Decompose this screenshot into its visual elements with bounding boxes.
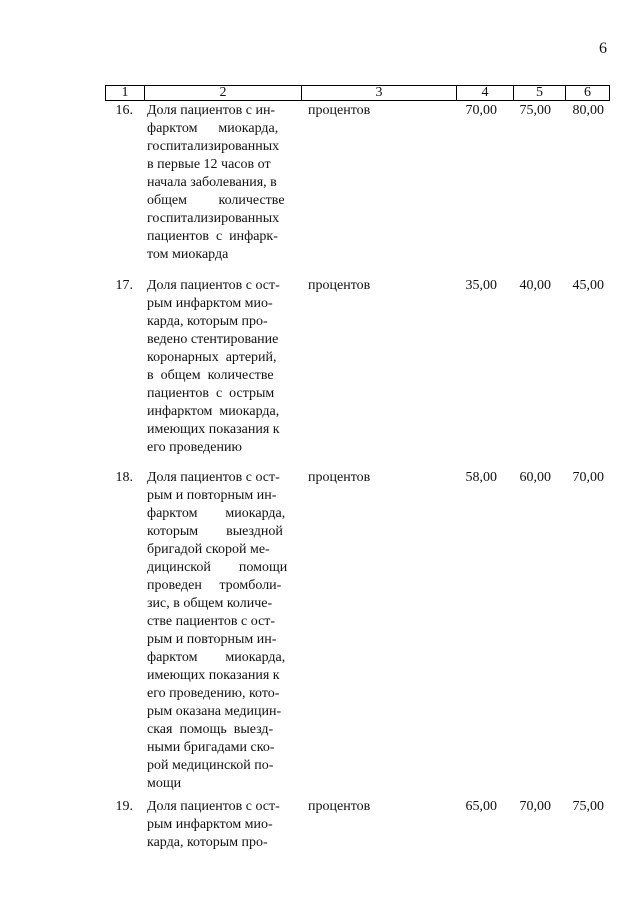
column-header-3: 3 (302, 86, 457, 101)
indicator-line: начала заболевания, в (147, 175, 277, 190)
value-col5: 60,00 (519, 470, 551, 485)
column-header-6: 6 (566, 86, 610, 101)
indicator-line: зис, в общем количе- (147, 596, 273, 611)
unit-label: процентов (308, 470, 371, 485)
indicator-line: имеющих показания к (147, 422, 280, 437)
value-col5: 75,00 (519, 103, 551, 118)
indicator-line: госпитализированных (147, 211, 280, 226)
row-number: 18. (115, 470, 133, 485)
indicator-line: дицинской помощи (147, 560, 288, 575)
indicator-line: в общем количестве (147, 368, 274, 383)
column-header-5: 5 (514, 86, 566, 101)
indicator-line: Доля пациентов с ост- (147, 799, 280, 814)
page-number: 6 (599, 40, 607, 57)
row-number: 19. (115, 799, 133, 814)
indicator-name (147, 469, 296, 793)
indicator-line: пациентов с острым (147, 386, 275, 401)
value-col6: 80,00 (572, 103, 604, 118)
indicator-line: бригадой скорой ме- (147, 542, 270, 557)
unit-label: процентов (308, 799, 371, 814)
indicator-line: фарктом миокарда, (147, 121, 279, 136)
indicator-line: ведено стентирование (147, 332, 279, 347)
indicator-line: рым инфарктом мио- (147, 817, 273, 832)
indicator-line: Доля пациентов с ост- (147, 470, 280, 485)
column-header-1: 1 (106, 86, 145, 101)
column-header-2: 2 (145, 86, 302, 101)
indicator-line: его проведению (147, 440, 242, 455)
indicator-line: Доля пациентов с ост- (147, 278, 280, 293)
indicator-line: ными бригадами ско- (147, 740, 275, 755)
indicator-line: проведен тромболи- (147, 578, 282, 593)
indicator-line: ская помощь выезд- (147, 722, 274, 737)
column-header-row (106, 86, 610, 101)
indicator-name (147, 798, 296, 852)
indicator-line: инфарктом миокарда, (147, 404, 280, 419)
indicator-line: имеющих показания к (147, 668, 280, 683)
indicator-line: стве пациентов с ост- (147, 614, 276, 629)
value-col6: 70,00 (572, 470, 604, 485)
indicator-line: фарктом миокарда, (147, 506, 286, 521)
unit-label: процентов (308, 103, 371, 118)
indicator-line: рым оказана медицин- (147, 704, 282, 719)
indicator-line: рым инфарктом мио- (147, 296, 273, 311)
column-header-4: 4 (457, 86, 514, 101)
value-col4: 70,00 (465, 103, 497, 118)
indicator-line: в первые 12 часов от (147, 157, 271, 172)
value-col6: 45,00 (572, 278, 604, 293)
indicator-line: которым выездной (147, 524, 283, 539)
indicator-line: карда, которым про- (147, 314, 268, 329)
indicator-line: общем количестве (147, 193, 285, 208)
unit-label: процентов (308, 278, 371, 293)
indicator-line: карда, которым про- (147, 835, 268, 850)
indicator-line: мощи (147, 776, 182, 791)
value-col4: 65,00 (465, 799, 497, 814)
row-number: 17. (115, 278, 133, 293)
indicator-line: рым и повторным ин- (147, 632, 277, 647)
indicator-name (147, 277, 296, 457)
indicator-line: пациентов с инфарк- (147, 229, 278, 244)
value-col4: 35,00 (465, 278, 497, 293)
indicator-line: госпитализированных (147, 139, 280, 154)
value-col5: 70,00 (519, 799, 551, 814)
indicator-line: Доля пациентов с ин- (147, 103, 276, 118)
indicator-line: фарктом миокарда, (147, 650, 286, 665)
indicator-line: рым и повторным ин- (147, 488, 277, 503)
indicator-line: рой медицинской по- (147, 758, 274, 773)
value-col5: 40,00 (519, 278, 551, 293)
indicator-name (147, 102, 296, 264)
indicator-line: его проведению, кото- (147, 686, 280, 701)
row-number: 16. (115, 103, 133, 118)
column-header-table (105, 85, 610, 101)
indicator-line: том миокарда (147, 247, 229, 262)
indicator-line: коронарных артерий, (147, 350, 277, 365)
value-col4: 58,00 (465, 470, 497, 485)
value-col6: 75,00 (572, 799, 604, 814)
